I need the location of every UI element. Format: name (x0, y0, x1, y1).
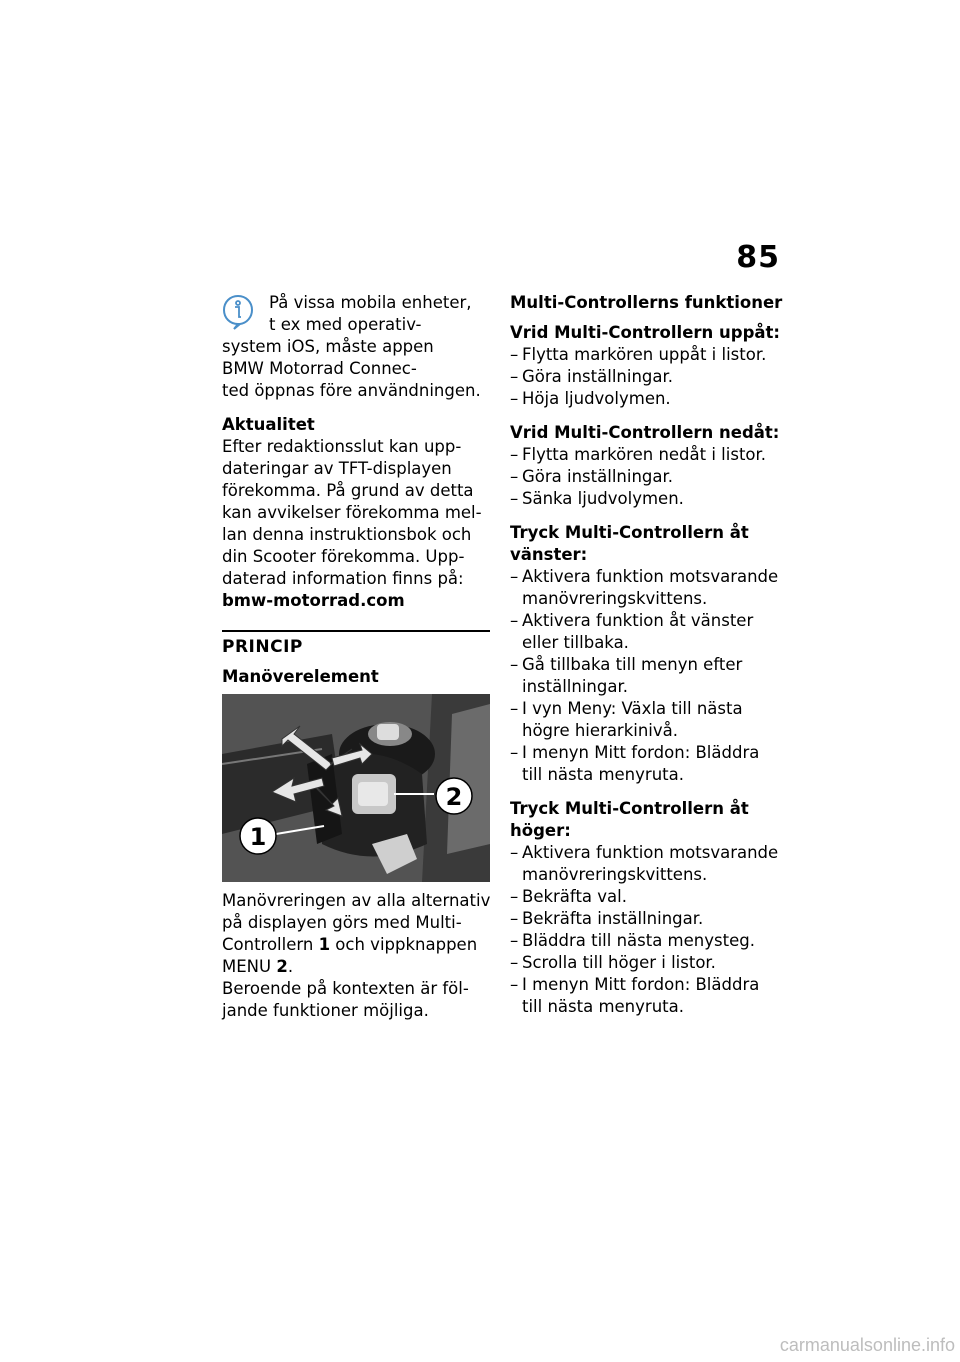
caption-line (222, 934, 490, 956)
list-item: – I menyn Mitt fordon: Bläddra (510, 743, 760, 762)
list-item: – Flytta markören uppåt i listor. (510, 345, 767, 364)
caption-text: Controllern (222, 935, 319, 954)
list-item: – I menyn Mitt fordon: Bläddra (510, 975, 760, 994)
aktualitet-line: lan denna instruktionsbok och (222, 525, 472, 544)
list-item: – Aktivera funktion åt vänster (510, 611, 754, 630)
aktualitet-line: daterad information finns på: (222, 569, 464, 588)
list-item-cont: till nästa menyruta. (522, 997, 684, 1016)
handlebar-controls-photo (222, 694, 490, 882)
caption-text: MENU (222, 957, 277, 976)
context-line: jande funktioner möjliga. (222, 1001, 429, 1020)
list-item: – Gå tillbaka till menyn efter (510, 655, 743, 674)
aktualitet-line: din Scooter förekomma. Upp- (222, 547, 465, 566)
list-item: – I vyn Meny: Växla till nästa (510, 699, 743, 718)
callout-ref-2: 2 (276, 957, 288, 976)
push-right-heading-cont: höger: (510, 821, 571, 840)
list-item: – Aktivera funktion motsvarande (510, 843, 779, 862)
subsection-title: Manöverelement (222, 667, 379, 686)
aktualitet-line: Efter redaktionsslut kan upp- (222, 437, 462, 456)
info-note (222, 292, 490, 402)
list-item: – Sänka ljudvolymen. (510, 489, 684, 508)
note-line: BMW Motorrad Connec- (222, 359, 417, 378)
footer-watermark: carmanualsonline.info (779, 1335, 955, 1355)
functions-title: Multi-Controllerns funktioner (510, 293, 783, 312)
note-line: t ex med operativ- (269, 315, 422, 334)
section-divider (222, 630, 490, 632)
website-link[interactable]: bmw-motorrad.com (222, 591, 405, 610)
list-item-cont: manövreringskvittens. (522, 865, 708, 884)
list-item: – Göra inställningar. (510, 367, 674, 386)
list-item: – Bekräfta val. (510, 887, 627, 906)
section-title: PRINCIP (222, 637, 303, 657)
callout-1: 1 (249, 823, 267, 851)
rotate-up-heading: Vrid Multi-Controllern uppåt: (510, 323, 781, 342)
list-item: – Flytta markören nedåt i listor. (510, 445, 767, 464)
push-left-heading-cont: vänster: (510, 545, 588, 564)
right-column (510, 292, 785, 1018)
context-line: Beroende på kontexten är föl- (222, 979, 469, 998)
caption-line: Manövreringen av alla alternativ (222, 891, 491, 910)
left-column (222, 292, 490, 1022)
caption-line (222, 956, 490, 978)
list-item-cont: inställningar. (522, 677, 628, 696)
info-icon (222, 294, 254, 330)
callout-ref-1: 1 (318, 935, 331, 954)
list-item: – Bekräfta inställningar. (510, 909, 704, 928)
page-number: 85 (736, 240, 780, 275)
note-line: system iOS, måste appen (222, 337, 434, 356)
list-item-cont: manövreringskvittens. (522, 589, 708, 608)
note-line: På vissa mobila enheter, (269, 293, 472, 312)
push-left-heading: Tryck Multi-Controllern åt (510, 523, 749, 542)
callout-2: 2 (445, 783, 463, 811)
list-item-cont: eller tillbaka. (522, 633, 629, 652)
list-item-cont: högre hierarkinivå. (522, 721, 679, 740)
aktualitet-line: förekomma. På grund av detta (222, 481, 474, 500)
caption-text: . (287, 957, 294, 976)
aktualitet-line: dateringar av TFT-displayen (222, 459, 452, 478)
aktualitet-line: kan avvikelser förekomma mel- (222, 503, 482, 522)
list-item: – Bläddra till nästa menysteg. (510, 931, 755, 950)
list-item-cont: till nästa menyruta. (522, 765, 684, 784)
list-item: – Aktivera funktion motsvarande (510, 567, 779, 586)
push-right-heading: Tryck Multi-Controllern åt (510, 799, 749, 818)
list-item: – Höja ljudvolymen. (510, 389, 671, 408)
list-item: – Scrolla till höger i listor. (510, 953, 716, 972)
rotate-down-heading: Vrid Multi-Controllern nedåt: (510, 423, 780, 442)
caption-line: på displayen görs med Multi- (222, 913, 462, 932)
list-item: – Göra inställningar. (510, 467, 674, 486)
note-line: ted öppnas före användningen. (222, 381, 481, 400)
aktualitet-heading: Aktualitet (222, 415, 315, 434)
caption-text: och vippknappen (330, 935, 478, 954)
